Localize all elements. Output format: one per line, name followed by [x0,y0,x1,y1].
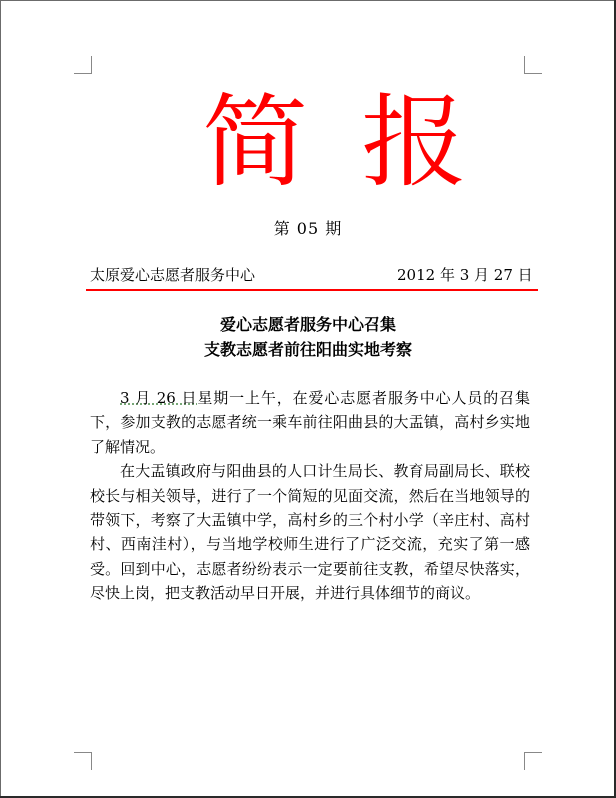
publish-date: 2012 年 3 月 27 日 [397,266,533,284]
paragraph-1-date: 3 月 26 日 [120,389,198,407]
masthead-title: 简报 [202,84,520,201]
headline-line-1: 爱心志愿者服务中心召集 [219,315,396,334]
headline-line-2: 支教志愿者前往阳曲实地考察 [203,340,412,359]
article-headline [0,312,616,362]
crop-mark-bottom-right [524,752,542,770]
organization-name: 太原爱心志愿者服务中心 [90,266,256,284]
crop-mark-top-right [524,56,542,74]
paragraph-1 [90,386,530,459]
paragraph-2: 在大盂镇政府与阳曲县的人口计生局长、教育局副局长、联校校长与相关领导，进行了一个简短的见面交流，然后在当地领导的带领下，考察了大盂镇中学，高村乡的三个村小学（辛庄村、高村村、西南洼村），与当地学校师生进行了广泛交流，充实了第一感受。回到中心，志愿者纷纷表示一定要前往支教，希望尽快落实，尽快上岗，把支教活动早日开展，并进行具体细节的商议。 [90,462,530,603]
crop-mark-bottom-left [74,752,92,770]
paragraph-1-text: 星期一上午，在爱心志愿者服务中心人员的召集下，参加支教的志愿者统一乘车前往阳曲县的大盂镇，高村乡实地了解情况。 [90,389,530,456]
issue-number: 第 05 期 [273,219,343,238]
red-divider [86,289,538,291]
crop-mark-top-left [74,56,92,74]
article-body [90,386,530,606]
